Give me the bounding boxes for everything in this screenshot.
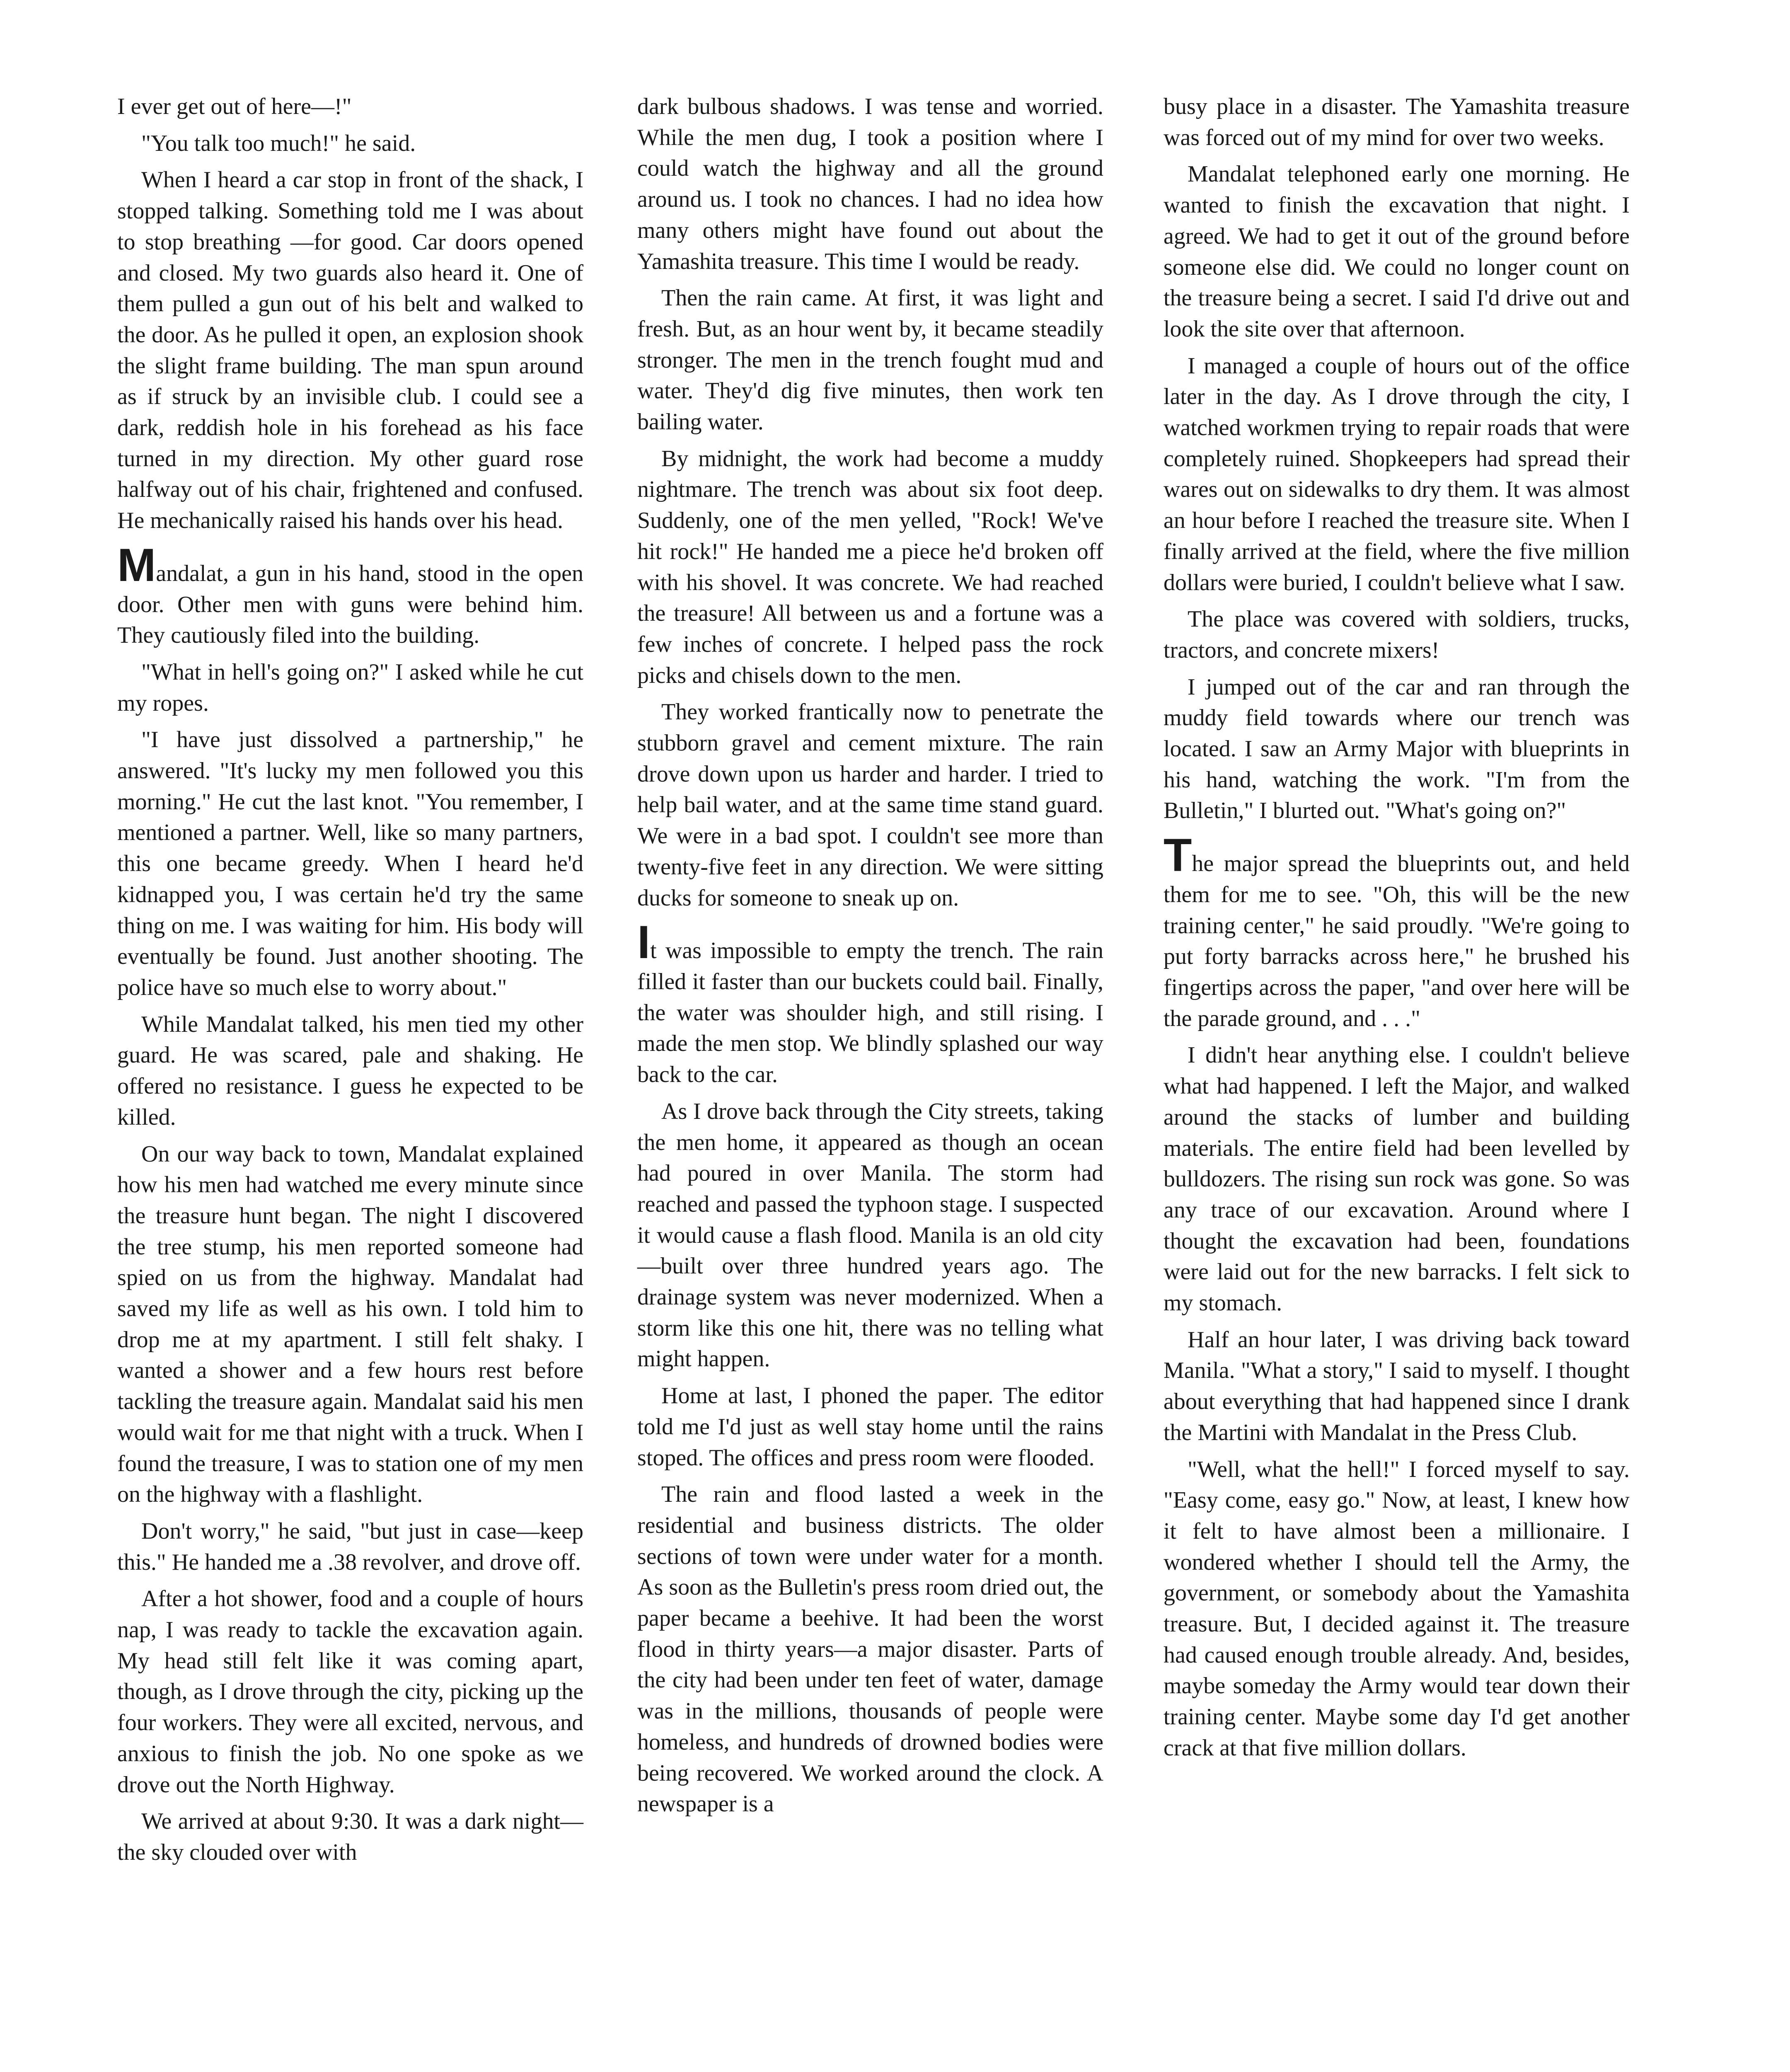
- paragraph: As I drove back through the City streets, taking the men home, it appeared as though an ocean had poured in over Manila. The storm had reached and passed the typhoon stage. I suspected it would cause a flash flood. Manila is an old city—built over three hundred years ago. The drainage system was never modernized. When a storm like this one hit, there was no telling what might happen.: [637, 1098, 1103, 1372]
- paragraph: "You talk too much!" he said.: [141, 130, 416, 156]
- paragraph: Mandalat telephoned early one morning. He wanted to finish the excavation that night. I agreed. We had to get it out of the ground before someone else did. We could no longer count on the treasure being a secret. I said I'd drive out and look the site over that afternoon.: [1164, 161, 1630, 342]
- text-column-3: [1164, 91, 1630, 1769]
- paragraph: "What in hell's going on?" I asked while he cut my ropes.: [117, 659, 583, 716]
- paragraph: I ever get out of here—!": [117, 94, 352, 119]
- paragraph: Half an hour later, I was driving back toward Manila. "What a story," I said to myself. I thought about everything that had happened since I drank the Martini with Mandalat in the Press Club.: [1164, 1326, 1630, 1445]
- paragraph: I managed a couple of hours out of the office later in the day. As I drove through the city, I watched workmen trying to repair roads that were completely ruined. Shopkeepers had spread their wares out on sidewalks to dry them. It was almost an hour before I reached the treasure site. When I finally arrived at the field, where the five million dollars were buried, I couldn't believe what I saw.: [1164, 353, 1630, 595]
- paragraph: The place was covered with soldiers, trucks, tractors, and concrete mixers!: [1164, 606, 1630, 663]
- paragraph: We arrived at about 9:30. It was a dark night—the sky clouded over with: [117, 1808, 583, 1865]
- paragraph: After a hot shower, food and a couple of hours nap, I was ready to tackle the excavation again. My head still felt like it was coming apart, though, as I drove through the city, picking up the four workers. They were all excited, nervous, and anxious to finish the job. No one spoke as we drove out the North Highway.: [117, 1586, 583, 1798]
- paragraph: Then the rain came. At first, it was light and fresh. But, as an hour went by, it became steadily stronger. The men in the trench fought mud and water. They'd dig five minutes, then work ten bailing water.: [637, 285, 1103, 435]
- paragraph: When I heard a car stop in front of the shack, I stopped talking. Something told me I was about to stop breathing —for good. Car doors opened and closed. My two guards also heard it. One of them pulled a gun out of his belt and walked to the door. As he pulled it open, an explosion shook the slight frame building. The man spun around as if struck by an invisible club. I could see a dark, reddish hole in his forehead as his face turned in my direction. My other guard rose halfway out of his chair, frightened and confused. He mechanically raised his hands over his head.: [117, 167, 583, 534]
- paragraph: Home at last, I phoned the paper. The editor told me I'd just as well stay home until the rains stoped. The offices and press room were flooded.: [637, 1383, 1103, 1471]
- paragraph: I didn't hear anything else. I couldn't believe what had happened. I left the Major, and walked around the stacks of lumber and building materials. The entire field had been levelled by bulldozers. The rising sun rock was gone. So was any trace of our excavation. Around where I thought the excavation had been, foundations were laid out for the new barracks. I felt sick to my stomach.: [1164, 1042, 1630, 1316]
- paragraph: By midnight, the work had become a muddy nightmare. The trench was about six foot deep. Suddenly, one of the men yelled, "Rock! We've hit rock!" He handed me a piece he'd broken off with his shovel. It was concrete. We had reached the treasure! All between us and a fortune was a few inches of concrete. I helped pass the rock picks and chisels down to the men.: [637, 445, 1103, 688]
- paragraph: dark bulbous shadows. I was tense and worried. While the men dug, I took a position where I could watch the highway and all the ground around us. I took no chances. I had no idea how many others might have found out about the Yamashita treasure. This time I would be ready.: [637, 94, 1103, 274]
- paragraph: busy place in a disaster. The Yamashita treasure was forced out of my mind for over two weeks.: [1164, 94, 1630, 150]
- paragraph: I jumped out of the car and ran through the muddy field towards where our trench was located. I saw an Army Major with blueprints in his hand, watching the work. "I'm from the Bulletin," I blurted out. "What's going on?": [1164, 674, 1630, 824]
- paragraph: Don't worry," he said, "but just in case—keep this." He handed me a .38 revolver, and drove off.: [117, 1518, 583, 1575]
- paragraph: "I have just dissolved a partnership," he answered. "It's lucky my men followed you this morning." He cut the last knot. "You remember, I mentioned a partner. Well, like so many partners, this one became greedy. When I heard he'd kidnapped you, I was certain he'd try the same thing on me. I was waiting for him. His body will eventually be found. Just another shooting. The police have so much else to worry about.": [117, 727, 583, 1000]
- text-column-2: [637, 91, 1103, 1825]
- paragraph: The rain and flood lasted a week in the residential and business districts. The older sections of town were under water for a month. As soon as the Bulletin's press room dried out, the paper became a beehive. It had been the worst flood in thirty years—a major disaster. Parts of the city had been under ten feet of water, damage was in the millions, thousands of people were homeless, and hundreds of drowned bodies were being recovered. We worked around the clock. A newspaper is a: [637, 1481, 1103, 1817]
- paragraph: Mandalat, a gun in his hand, stood in the open door. Other men with guns were behind him. They cautiously filed into the building.: [117, 539, 583, 649]
- paragraph: On our way back to town, Mandalat explained how his men had watched me every minute since the treasure hunt began. The night I discovered the tree stump, his men reported someone had spied on us from the highway. Mandalat had saved my life as well as his own. I told him to drop me at my apartment. I still felt shaky. I wanted a shower and a few hours rest before tackling the treasure again. Mandalat said his men would wait for me that night with a truck. When I found the treasure, I was to station one of my men on the highway with a flashlight.: [117, 1141, 583, 1508]
- paragraph: The major spread the blueprints out, and held them for me to see. "Oh, this will be the new training center," he said proudly. "We're going to put forty barracks across here," he brushed his fingertips across the paper, "and over here will be the parade ground, and . . .": [1164, 829, 1630, 1031]
- paragraph: "Well, what the hell!" I forced myself to say. "Easy come, easy go." Now, at least, I knew how it felt to have almost been a millionaire. I wondered whether I should tell the Army, the government, or somebody about the Yamashita treasure. But, I decided against it. The treasure had caused enough trouble already. And, besides, maybe someday the Army would tear down their training center. Maybe some day I'd get another crack at that five million dollars.: [1164, 1456, 1630, 1761]
- paragraph: They worked frantically now to penetrate the stubborn gravel and cement mixture. The rain drove down upon us harder and harder. I tried to help bail water, and at the same time stand guard. We were in a bad spot. I couldn't see more than twenty-five feet in any direction. We were sitting ducks for someone to sneak up on.: [637, 699, 1103, 911]
- text-column-1: [117, 91, 583, 1874]
- paragraph: It was impossible to empty the trench. The rain filled it faster than our buckets could bail. Finally, the water was shoulder high, and still rising. I made the men stop. We blindly splashed our way back to the car.: [637, 916, 1103, 1088]
- paragraph: While Mandalat talked, his men tied my other guard. He was scared, pale and shaking. He offered no resistance. I guess he expected to be killed.: [117, 1011, 583, 1130]
